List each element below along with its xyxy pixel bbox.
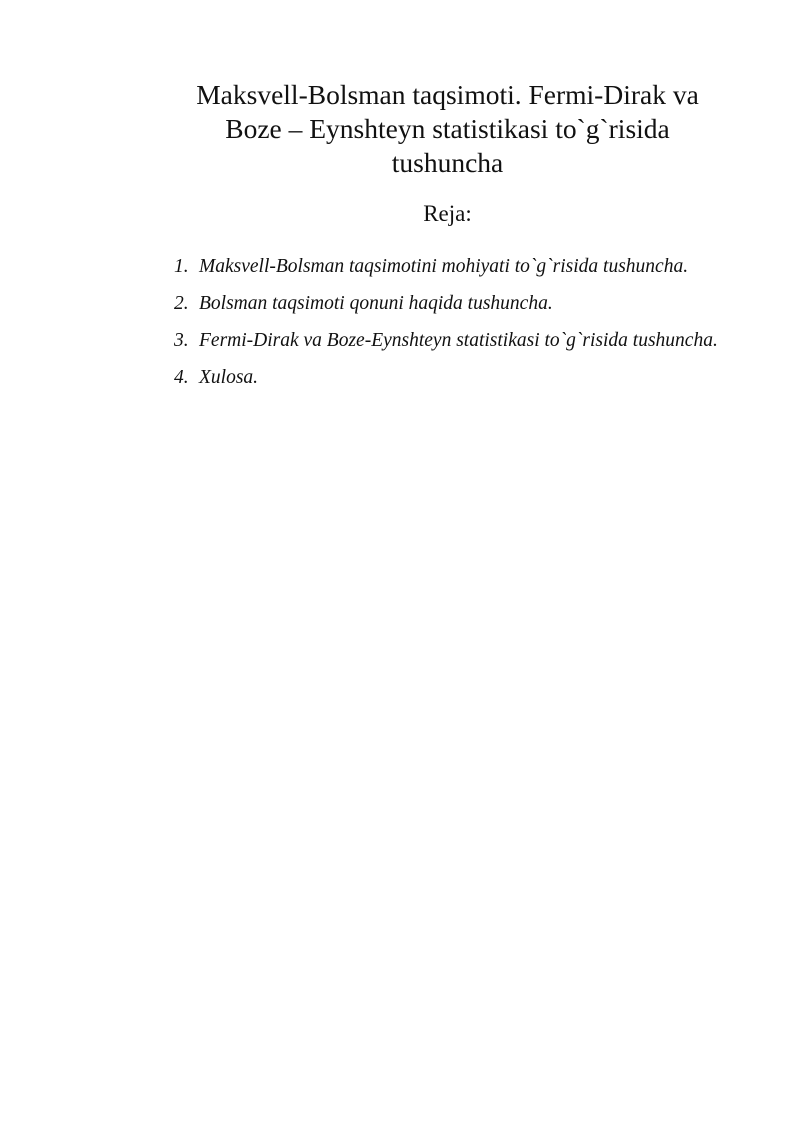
list-item (170, 359, 742, 396)
list-item-text: Maksvell-Bolsman taqsimotini mohiyati to`g`risida tushuncha. (199, 256, 689, 277)
list-item-number: 4. (174, 367, 189, 388)
list-item-number: 3. (174, 330, 189, 351)
list-item-number: 1. (174, 256, 189, 277)
title-line-3: tushuncha (391, 147, 504, 178)
list-item-text: Bolsman taqsimoti qonuni haqida tushuncha. (199, 293, 553, 314)
list-item (170, 285, 742, 322)
document-title (170, 78, 725, 180)
list-item (170, 322, 742, 359)
plan-heading: Reja: (423, 201, 472, 226)
title-line-1: Maksvell-Bolsman taqsimoti. Fermi-Dirak va (196, 79, 699, 110)
list-item-text: Fermi-Dirak va Boze-Eynshteyn statistikasi to`g`risida tushuncha. (199, 330, 718, 351)
list-item-text: Xulosa. (199, 367, 259, 388)
list-item-number: 2. (174, 293, 189, 314)
plan-list (170, 248, 742, 396)
list-item (170, 248, 742, 285)
title-line-2: Boze – Eynshteyn statistikasi to`g`risida (225, 113, 670, 144)
